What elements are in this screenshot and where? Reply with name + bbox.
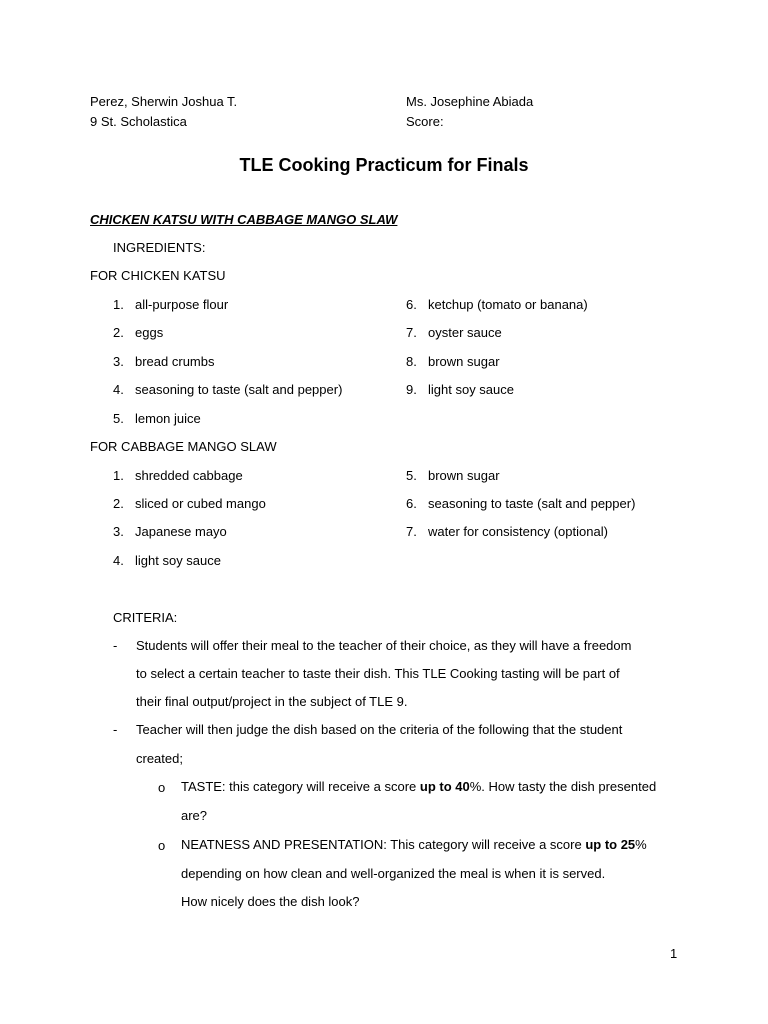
dish-title: CHICKEN KATSU WITH CABBAGE MANGO SLAW <box>90 212 398 227</box>
criteria-label: CRITERIA: <box>113 610 178 625</box>
sub-bullet-marker: o <box>158 838 166 853</box>
criteria-line: Teacher will then judge the dish based on the criteria of the following that the student <box>136 722 623 737</box>
page-title: TLE Cooking Practicum for Finals <box>239 155 529 175</box>
criteria-dash: - <box>113 638 118 653</box>
taste-criterion: TASTE: this category will receive a score up to 40%. How tasty the dish presented <box>181 779 657 794</box>
list-item: 3. bread crumbs <box>113 354 215 369</box>
neatness-criterion: NEATNESS AND PRESENTATION: This category will receive a score up to 25% <box>181 837 647 852</box>
list-item: 4. seasoning to taste (salt and pepper) <box>113 382 343 397</box>
slaw-heading: FOR CABBAGE MANGO SLAW <box>90 439 277 454</box>
list-item: 6. ketchup (tomato or banana) <box>406 297 588 312</box>
score-label: Score: <box>406 114 444 129</box>
list-item: 1. all-purpose flour <box>113 297 229 312</box>
list-item: 7. water for consistency (optional) <box>406 524 608 539</box>
list-item: 8. brown sugar <box>406 354 500 369</box>
list-item: 5. lemon juice <box>113 411 201 426</box>
criteria-line: their final output/project in the subject of TLE 9. <box>136 694 408 709</box>
list-item: 2. eggs <box>113 325 164 340</box>
list-item: 9. light soy sauce <box>406 382 514 397</box>
criteria-dash: - <box>113 722 118 737</box>
student-name: Perez, Sherwin Joshua T. <box>90 94 238 109</box>
criteria-line: created; <box>136 751 183 766</box>
teacher-name: Ms. Josephine Abiada <box>406 94 534 109</box>
katsu-heading: FOR CHICKEN KATSU <box>90 268 226 283</box>
page-number: 1 <box>670 946 678 961</box>
criteria-line: Students will offer their meal to the teacher of their choice, as they will have a freedom <box>136 638 632 653</box>
student-section: 9 St. Scholastica <box>90 114 187 129</box>
list-item: 5. brown sugar <box>406 468 500 483</box>
list-item: 7. oyster sauce <box>406 325 502 340</box>
neatness-criterion-cont: How nicely does the dish look? <box>181 894 360 909</box>
taste-criterion-cont: are? <box>181 808 208 823</box>
ingredients-label: INGREDIENTS: <box>113 240 206 255</box>
neatness-criterion-cont: depending on how clean and well-organized the meal is when it is served. <box>181 866 606 881</box>
list-item: 6. seasoning to taste (salt and pepper) <box>406 496 636 511</box>
list-item: 4. light soy sauce <box>113 553 221 568</box>
list-item: 1. shredded cabbage <box>113 468 243 483</box>
list-item: 3. Japanese mayo <box>113 524 227 539</box>
criteria-line: to select a certain teacher to taste their dish. This TLE Cooking tasting will be part of <box>136 666 620 681</box>
list-item: 2. sliced or cubed mango <box>113 496 266 511</box>
sub-bullet-marker: o <box>158 780 166 795</box>
